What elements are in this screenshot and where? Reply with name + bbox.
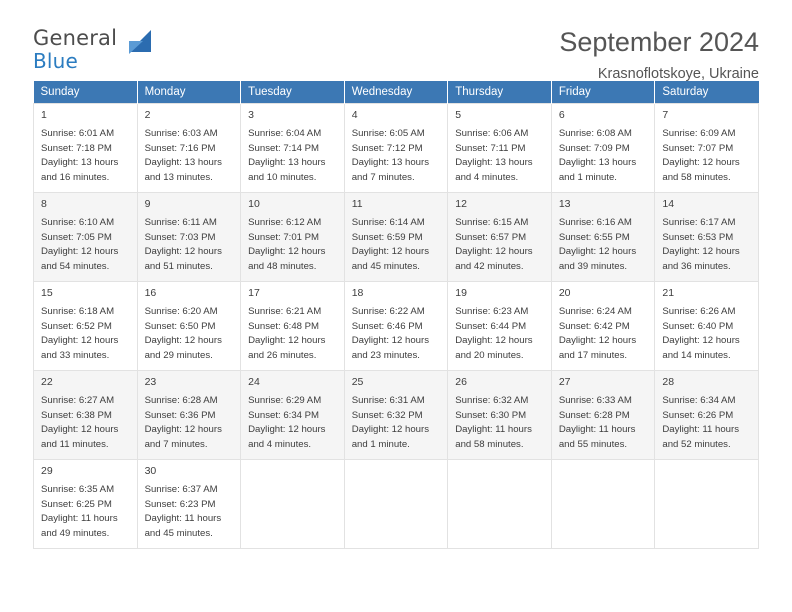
calendar-day-cell-empty	[241, 460, 345, 549]
calendar-day-cell[interactable]	[448, 104, 552, 193]
daylight-text-line1: Daylight: 11 hours	[41, 513, 118, 525]
daylight-text-line1: Daylight: 12 hours	[455, 246, 533, 258]
calendar-week-row	[34, 104, 759, 193]
daylight-text-line2: and 7 minutes.	[351, 171, 415, 183]
calendar-week-row	[34, 193, 759, 282]
sunrise-text: Sunrise: 6:31 AM	[351, 394, 425, 406]
day-number: 10	[248, 198, 260, 210]
calendar-week-row	[34, 282, 759, 371]
calendar-day-cell[interactable]	[344, 282, 448, 371]
calendar-day-cell[interactable]	[448, 193, 552, 282]
daylight-text-line2: and 1 minute.	[558, 171, 617, 183]
sunrise-text: Sunrise: 6:33 AM	[558, 394, 632, 406]
calendar-day-cell[interactable]	[655, 371, 759, 460]
daylight-text-line1: Daylight: 11 hours	[558, 424, 636, 436]
sunrise-text: Sunrise: 6:20 AM	[144, 305, 218, 317]
sunrise-text: Sunrise: 6:15 AM	[455, 216, 529, 228]
calendar-day-cell[interactable]	[241, 193, 345, 282]
sunrise-text: Sunrise: 6:26 AM	[662, 305, 736, 317]
day-number: 3	[248, 109, 254, 121]
sunrise-text: Sunrise: 6:23 AM	[455, 305, 529, 317]
logo-text-blue: Blue	[33, 49, 79, 73]
calendar-table	[33, 81, 759, 549]
daylight-text-line2: and 33 minutes.	[41, 349, 110, 361]
daylight-text-line2: and 49 minutes.	[41, 527, 110, 539]
sunrise-text: Sunrise: 6:32 AM	[455, 394, 529, 406]
calendar-day-cell-empty	[551, 460, 655, 549]
day-number: 21	[662, 287, 675, 299]
sunset-text: Sunset: 6:34 PM	[248, 409, 320, 421]
daylight-text-line1: Daylight: 12 hours	[248, 424, 326, 436]
daylight-text-line1: Daylight: 12 hours	[662, 246, 740, 258]
day-number: 5	[455, 109, 462, 121]
daylight-text-line2: and 10 minutes.	[248, 171, 317, 183]
daylight-text-line2: and 13 minutes.	[144, 171, 213, 183]
day-number: 28	[662, 376, 675, 388]
daylight-text-line1: Daylight: 12 hours	[662, 157, 740, 169]
sunrise-text: Sunrise: 6:24 AM	[558, 305, 632, 317]
sunrise-text: Sunrise: 6:17 AM	[662, 216, 736, 228]
daylight-text-line1: Daylight: 12 hours	[144, 424, 222, 436]
daylight-text-line2: and 42 minutes.	[455, 260, 524, 272]
sunrise-text: Sunrise: 6:34 AM	[662, 394, 736, 406]
sunset-text: Sunset: 6:42 PM	[558, 320, 630, 332]
daylight-text-line2: and 20 minutes.	[455, 349, 524, 361]
day-number: 6	[558, 109, 565, 121]
sunrise-text: Sunrise: 6:35 AM	[41, 483, 115, 495]
sunset-text: Sunset: 7:01 PM	[248, 231, 320, 243]
day-number: 30	[144, 465, 157, 477]
sunset-text: Sunset: 6:23 PM	[144, 498, 216, 510]
daylight-text-line1: Daylight: 13 hours	[144, 157, 222, 169]
daylight-text-line1: Daylight: 13 hours	[558, 157, 637, 169]
sunset-text: Sunset: 6:26 PM	[662, 409, 734, 421]
daylight-text-line1: Daylight: 11 hours	[455, 424, 532, 436]
daylight-text-line2: and 23 minutes.	[351, 349, 420, 361]
daylight-text-line1: Daylight: 12 hours	[248, 335, 326, 347]
weekday-header-tuesday: Tuesday	[241, 81, 345, 104]
day-number: 18	[351, 287, 364, 299]
daylight-text-line2: and 54 minutes.	[41, 260, 110, 272]
sunset-text: Sunset: 7:11 PM	[455, 142, 526, 154]
sunrise-text: Sunrise: 6:27 AM	[41, 394, 115, 406]
sunrise-text: Sunrise: 6:10 AM	[41, 216, 115, 228]
calendar-day-cell[interactable]	[34, 104, 138, 193]
daylight-text-line2: and 11 minutes.	[41, 438, 109, 450]
sunset-text: Sunset: 6:40 PM	[662, 320, 734, 332]
sunset-text: Sunset: 6:53 PM	[662, 231, 734, 243]
weekday-header-thursday: Thursday	[448, 81, 552, 104]
daylight-text-line2: and 14 minutes.	[662, 349, 731, 361]
calendar-day-cell[interactable]	[137, 460, 241, 549]
daylight-text-line2: and 58 minutes.	[662, 171, 731, 183]
day-number: 23	[144, 376, 157, 388]
day-number: 27	[558, 376, 571, 388]
day-number: 2	[144, 109, 151, 121]
logo-triangle-secondary-icon	[129, 41, 143, 54]
day-number: 19	[455, 287, 467, 299]
daylight-text-line2: and 51 minutes.	[144, 260, 213, 272]
calendar-day-cell[interactable]	[34, 460, 138, 549]
daylight-text-line1: Daylight: 11 hours	[662, 424, 739, 436]
daylight-text-line1: Daylight: 12 hours	[248, 246, 326, 258]
calendar-day-cell[interactable]	[448, 371, 552, 460]
day-number: 20	[558, 287, 571, 299]
sunrise-text: Sunrise: 6:14 AM	[351, 216, 425, 228]
daylight-text-line1: Daylight: 13 hours	[455, 157, 533, 169]
day-number: 25	[351, 376, 364, 388]
day-number: 11	[351, 198, 363, 210]
daylight-text-line2: and 4 minutes.	[455, 171, 519, 183]
daylight-text-line2: and 39 minutes.	[558, 260, 628, 272]
daylight-text-line1: Daylight: 13 hours	[351, 157, 430, 169]
weekday-header-row	[34, 81, 759, 104]
daylight-text-line1: Daylight: 12 hours	[558, 246, 637, 258]
sunset-text: Sunset: 6:28 PM	[558, 409, 630, 421]
calendar-day-cell[interactable]	[34, 282, 138, 371]
daylight-text-line2: and 26 minutes.	[248, 349, 317, 361]
sunset-text: Sunset: 7:07 PM	[662, 142, 734, 154]
daylight-text-line1: Daylight: 12 hours	[351, 246, 430, 258]
day-number: 8	[41, 198, 47, 210]
day-number: 22	[41, 376, 53, 388]
weekday-header-saturday: Saturday	[655, 81, 759, 104]
sunrise-text: Sunrise: 6:28 AM	[144, 394, 218, 406]
day-number: 17	[248, 287, 260, 299]
sunset-text: Sunset: 6:52 PM	[41, 320, 112, 332]
daylight-text-line1: Daylight: 13 hours	[248, 157, 326, 169]
calendar-day-cell[interactable]	[551, 193, 655, 282]
daylight-text-line2: and 16 minutes.	[41, 171, 110, 183]
weekday-header-sunday: Sunday	[34, 81, 138, 104]
daylight-text-line1: Daylight: 12 hours	[144, 246, 222, 258]
sunset-text: Sunset: 7:14 PM	[248, 142, 320, 154]
sunset-text: Sunset: 6:32 PM	[351, 409, 423, 421]
daylight-text-line1: Daylight: 12 hours	[351, 424, 430, 436]
daylight-text-line1: Daylight: 12 hours	[455, 335, 533, 347]
page-title: September 2024	[559, 27, 759, 57]
calendar-week-row	[34, 371, 759, 460]
daylight-text-line1: Daylight: 12 hours	[351, 335, 430, 347]
weekday-header-friday: Friday	[551, 81, 655, 104]
sunrise-text: Sunrise: 6:06 AM	[455, 127, 529, 139]
calendar-day-cell[interactable]	[655, 104, 759, 193]
sunset-text: Sunset: 7:03 PM	[144, 231, 216, 243]
sunset-text: Sunset: 7:05 PM	[41, 231, 112, 243]
calendar-day-cell[interactable]	[34, 193, 138, 282]
daylight-text-line2: and 29 minutes.	[144, 349, 213, 361]
day-number: 16	[144, 287, 157, 299]
day-number: 4	[351, 109, 358, 121]
sunset-text: Sunset: 6:48 PM	[248, 320, 320, 332]
daylight-text-line2: and 45 minutes.	[351, 260, 420, 272]
calendar-day-cell[interactable]	[655, 193, 759, 282]
sunrise-text: Sunrise: 6:03 AM	[144, 127, 218, 139]
sunrise-text: Sunrise: 6:08 AM	[558, 127, 632, 139]
sunset-text: Sunset: 7:16 PM	[144, 142, 216, 154]
weekday-header-monday: Monday	[137, 81, 241, 104]
day-number: 1	[41, 109, 47, 121]
sunrise-text: Sunrise: 6:22 AM	[351, 305, 425, 317]
daylight-text-line2: and 1 minute.	[351, 438, 410, 450]
day-number: 12	[455, 198, 467, 210]
logo-text-general: General	[33, 26, 118, 50]
day-number: 15	[41, 287, 53, 299]
title-block	[559, 28, 759, 82]
day-number: 9	[144, 198, 151, 210]
sunset-text: Sunset: 7:18 PM	[41, 142, 112, 154]
daylight-text-line2: and 55 minutes.	[558, 438, 628, 450]
calendar-day-cell-empty	[344, 460, 448, 549]
daylight-text-line2: and 52 minutes.	[662, 438, 731, 450]
calendar-day-cell-empty	[448, 460, 552, 549]
sunset-text: Sunset: 6:36 PM	[144, 409, 216, 421]
daylight-text-line2: and 7 minutes.	[144, 438, 208, 450]
sunrise-text: Sunrise: 6:04 AM	[248, 127, 322, 139]
calendar-day-cell[interactable]	[551, 371, 655, 460]
sunset-text: Sunset: 6:46 PM	[351, 320, 423, 332]
daylight-text-line1: Daylight: 12 hours	[41, 335, 119, 347]
calendar-day-cell[interactable]	[344, 193, 448, 282]
day-number: 13	[558, 198, 571, 210]
daylight-text-line2: and 45 minutes.	[144, 527, 213, 539]
sunrise-text: Sunrise: 6:12 AM	[248, 216, 322, 228]
daylight-text-line1: Daylight: 12 hours	[662, 335, 740, 347]
sunset-text: Sunset: 6:44 PM	[455, 320, 527, 332]
daylight-text-line1: Daylight: 12 hours	[41, 424, 119, 436]
sunset-text: Sunset: 6:25 PM	[41, 498, 112, 510]
sunrise-text: Sunrise: 6:29 AM	[248, 394, 322, 406]
sunrise-text: Sunrise: 6:09 AM	[662, 127, 736, 139]
daylight-text-line1: Daylight: 11 hours	[144, 513, 222, 525]
daylight-text-line1: Daylight: 12 hours	[144, 335, 222, 347]
daylight-text-line2: and 48 minutes.	[248, 260, 317, 272]
calendar-day-cell[interactable]	[344, 371, 448, 460]
sunset-text: Sunset: 6:30 PM	[455, 409, 527, 421]
sunset-text: Sunset: 7:12 PM	[351, 142, 423, 154]
weekday-header-wednesday: Wednesday	[344, 81, 448, 104]
sunset-text: Sunset: 7:09 PM	[558, 142, 630, 154]
calendar-day-cell[interactable]	[137, 104, 241, 193]
calendar-day-cell[interactable]	[655, 282, 759, 371]
calendar-day-cell[interactable]	[137, 282, 241, 371]
calendar-day-cell[interactable]	[34, 371, 138, 460]
calendar-day-cell[interactable]	[137, 371, 241, 460]
calendar-day-cell[interactable]	[241, 282, 345, 371]
sunset-text: Sunset: 6:57 PM	[455, 231, 527, 243]
calendar-day-cell[interactable]	[344, 104, 448, 193]
daylight-text-line2: and 36 minutes.	[662, 260, 731, 272]
day-number: 26	[455, 376, 467, 388]
day-number: 7	[662, 109, 669, 121]
sunset-text: Sunset: 6:38 PM	[41, 409, 112, 421]
calendar-day-cell[interactable]	[137, 193, 241, 282]
day-number: 14	[662, 198, 675, 210]
calendar-day-cell[interactable]	[241, 371, 345, 460]
sunrise-text: Sunrise: 6:16 AM	[558, 216, 632, 228]
calendar-day-cell-empty	[655, 460, 759, 549]
daylight-text-line1: Daylight: 12 hours	[41, 246, 119, 258]
calendar-week-row	[34, 460, 759, 549]
sunrise-text: Sunrise: 6:37 AM	[144, 483, 218, 495]
calendar-body	[34, 104, 759, 549]
calendar-day-cell[interactable]	[448, 282, 552, 371]
daylight-text-line1: Daylight: 13 hours	[41, 157, 119, 169]
day-number: 24	[248, 376, 260, 388]
day-number: 29	[41, 465, 53, 477]
page-header	[33, 0, 759, 83]
location-subtitle: Krasnoflotskoye, Ukraine	[597, 66, 759, 83]
sunset-text: Sunset: 6:50 PM	[144, 320, 216, 332]
sunset-text: Sunset: 6:59 PM	[351, 231, 423, 243]
sunset-text: Sunset: 6:55 PM	[558, 231, 630, 243]
daylight-text-line1: Daylight: 12 hours	[558, 335, 637, 347]
sunrise-text: Sunrise: 6:01 AM	[41, 127, 115, 139]
calendar-day-cell[interactable]	[241, 104, 345, 193]
sunrise-text: Sunrise: 6:21 AM	[248, 305, 322, 317]
daylight-text-line2: and 4 minutes.	[248, 438, 312, 450]
generalblue-logo	[33, 28, 153, 74]
calendar-day-cell[interactable]	[551, 104, 655, 193]
sunrise-text: Sunrise: 6:11 AM	[144, 216, 217, 228]
daylight-text-line2: and 58 minutes.	[455, 438, 524, 450]
sunrise-text: Sunrise: 6:05 AM	[351, 127, 425, 139]
sunrise-text: Sunrise: 6:18 AM	[41, 305, 115, 317]
calendar-day-cell[interactable]	[551, 282, 655, 371]
daylight-text-line2: and 17 minutes.	[558, 349, 628, 361]
